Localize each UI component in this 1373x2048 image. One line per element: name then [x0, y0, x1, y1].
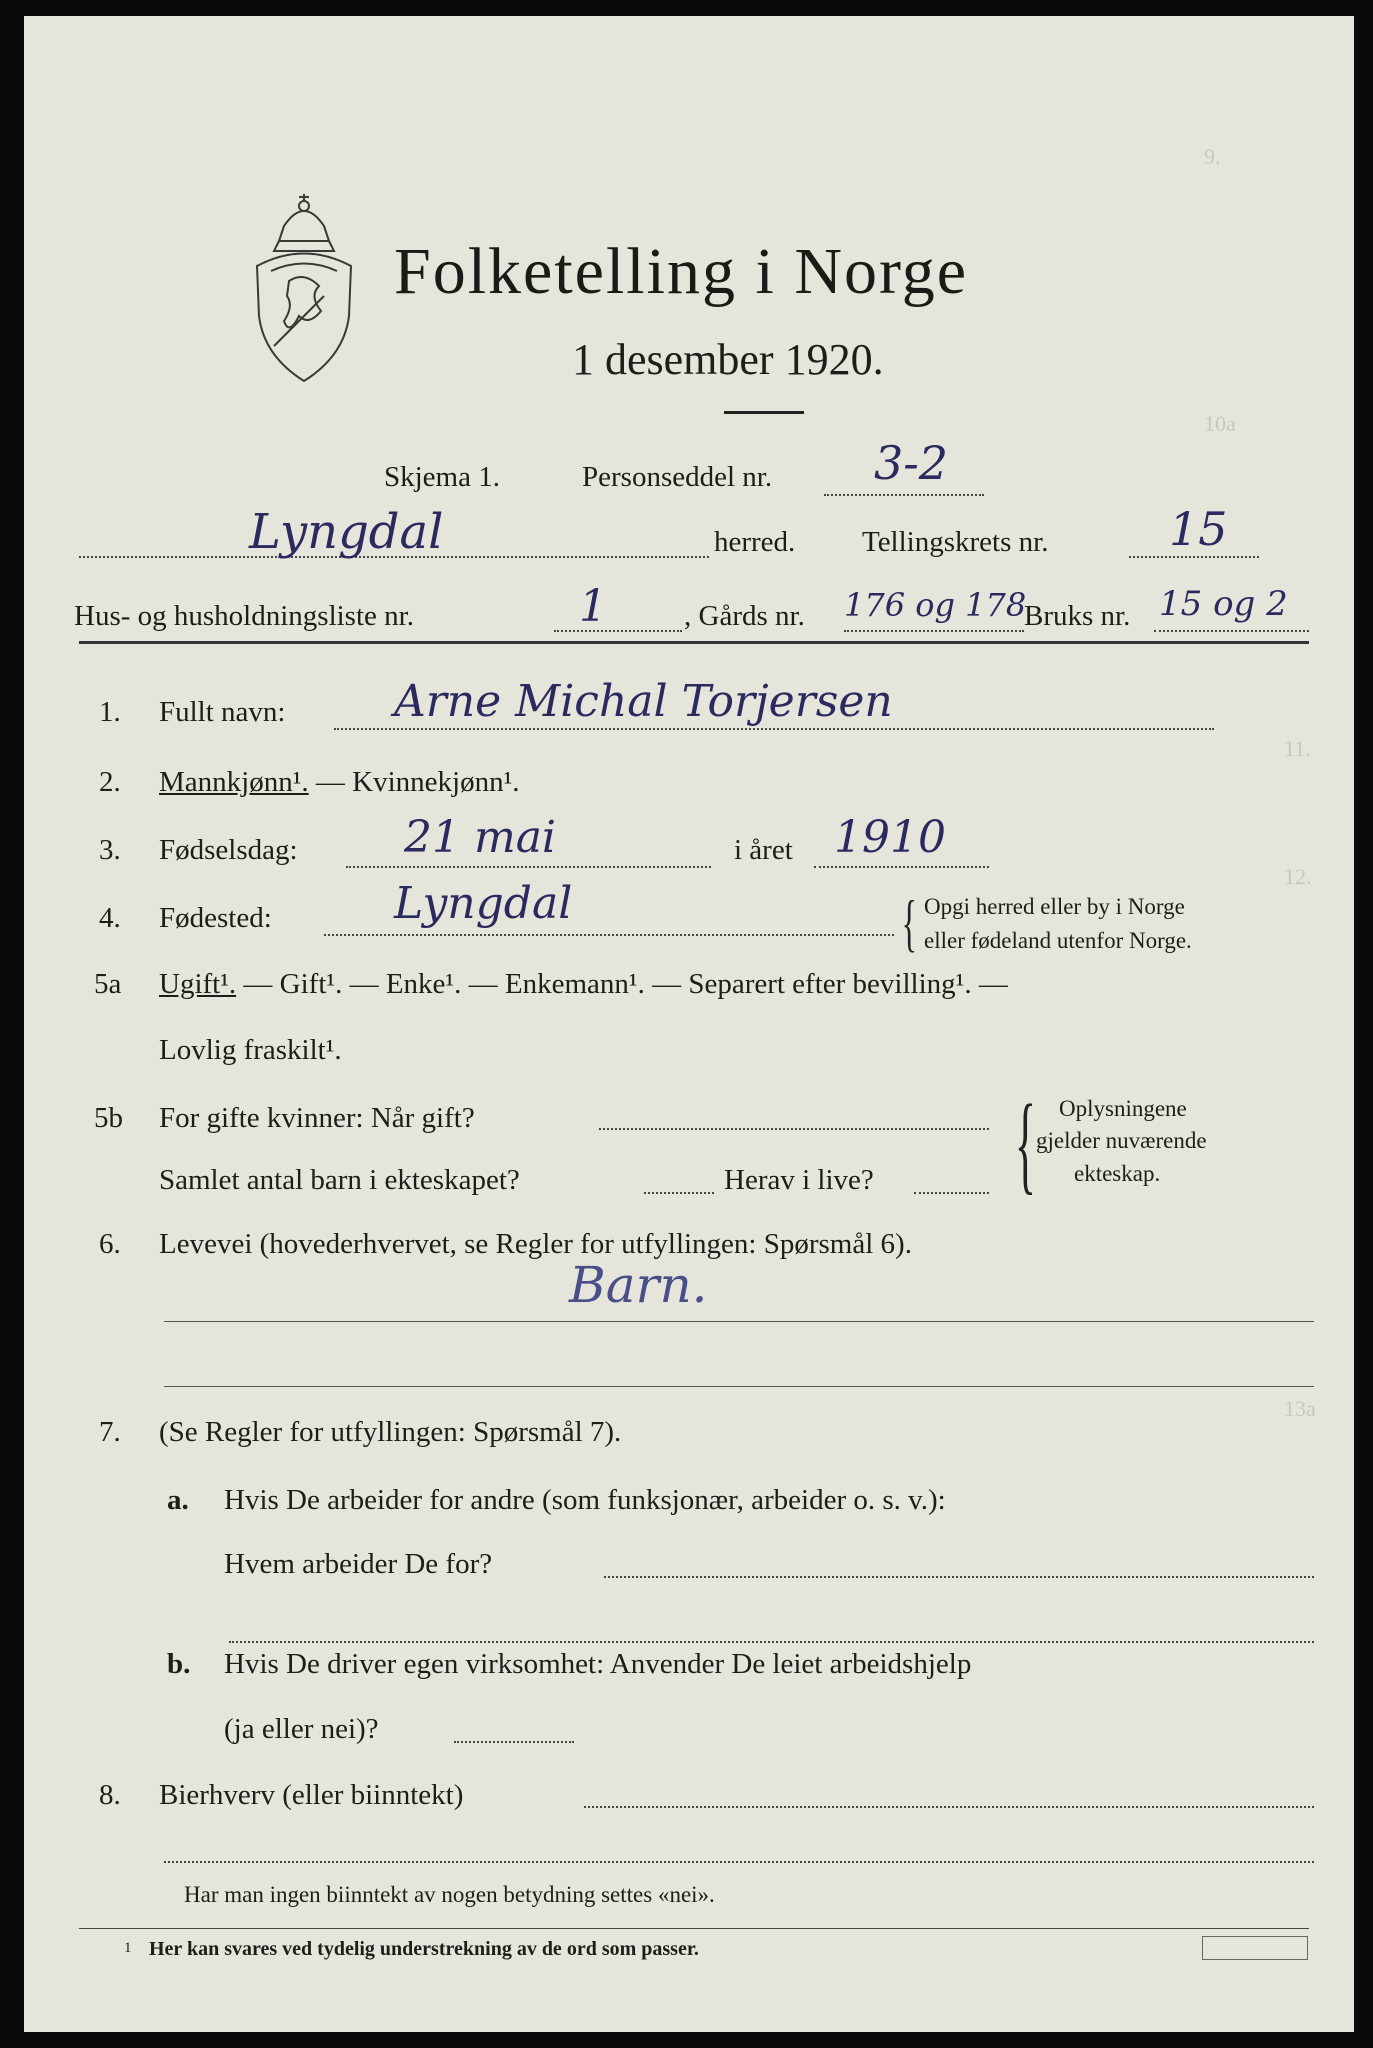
q5b-brace: { — [1014, 1082, 1036, 1204]
q5b-children-line — [644, 1192, 714, 1194]
herred-value: Lyngdal — [249, 504, 444, 560]
husliste-label: Hus- og husholdningsliste nr. — [74, 600, 414, 632]
q2-number: 2. — [99, 766, 121, 798]
q8-line1 — [584, 1806, 1314, 1808]
bleed-through-text: 13a — [1284, 1396, 1316, 1421]
bleed-through-text: 10a — [1204, 411, 1236, 436]
q8-label: Bierhverv (eller biinntekt) — [159, 1779, 464, 1811]
q3-line — [346, 866, 711, 868]
q5a-status-line — [159, 968, 1008, 1001]
status-other-options: — Gift¹. — Enke¹. — Enkemann¹. — Separert efter bevilling¹. — — [236, 968, 1008, 1000]
sex-female-option: Kvinnekjønn¹. — [352, 766, 520, 798]
q6-line2 — [164, 1386, 1314, 1387]
footnote-text: Her kan svares ved tydelig understrekning av de ord som passer. — [149, 1938, 699, 1960]
herred-label: herred. — [714, 526, 796, 558]
q5b-note2: gjelder nuværende — [1036, 1128, 1207, 1153]
q8-note: Har man ingen biinntekt av nogen betydning settes «nei». — [184, 1882, 715, 1907]
footnote-divider — [79, 1928, 1309, 1929]
q3-label: Fødselsdag: — [159, 834, 298, 866]
q7b-line — [454, 1741, 574, 1743]
q5b-number: 5b — [94, 1102, 123, 1134]
q5b-alive-label: Herav i live? — [724, 1164, 874, 1196]
personseddel-value: 3-2 — [874, 436, 949, 490]
occupation-value: Barn. — [569, 1256, 708, 1314]
q6-line1 — [164, 1321, 1314, 1322]
birth-year-value: 1910 — [834, 812, 946, 863]
q7a-letter: a. — [167, 1484, 189, 1516]
birthplace-value: Lyngdal — [394, 878, 573, 929]
q3-year-line — [814, 866, 989, 868]
q5b-children-label: Samlet antal barn i ekteskapet? — [159, 1164, 520, 1196]
tellingskrets-label: Tellingskrets nr. — [862, 526, 1049, 558]
coat-of-arms-icon — [249, 186, 359, 386]
q5a-number: 5a — [94, 968, 122, 1000]
header-divider — [79, 641, 1309, 644]
printer-stamp — [1202, 1936, 1308, 1960]
husliste-value: 1 — [579, 581, 607, 632]
q5b-note3: ekteskap. — [1074, 1161, 1161, 1186]
q1-line — [334, 728, 1214, 730]
bruks-label: Bruks nr. — [1024, 600, 1131, 632]
q4-brace: { — [901, 887, 918, 958]
q4-label: Fødested: — [159, 902, 272, 934]
full-name-value: Arne Michal Torjersen — [394, 676, 893, 727]
q1-number: 1. — [99, 696, 121, 728]
q5b-married-label: For gifte kvinner: Når gift? — [159, 1102, 475, 1134]
tellingskrets-line — [1129, 556, 1259, 558]
tellingskrets-value: 15 — [1169, 502, 1228, 556]
q3-year-label: i året — [734, 834, 793, 866]
q7b-text: Hvis De driver egen virksomhet: Anvender De leiet arbeidshjelp — [224, 1648, 972, 1680]
gards-value: 176 og 178 — [844, 586, 1027, 624]
personseddel-line — [824, 494, 984, 496]
bruks-value: 15 og 2 — [1159, 584, 1288, 624]
sex-separator: — — [308, 766, 353, 798]
q4-note-line2: eller fødeland utenfor Norge. — [924, 928, 1192, 953]
q8-line2 — [164, 1861, 1314, 1863]
q4-note-line1: Opgi herred eller by i Norge — [924, 894, 1185, 919]
personseddel-label: Personseddel nr. — [582, 461, 773, 493]
bleed-through-text: 9. — [1204, 144, 1221, 169]
footnote-mark: 1 — [124, 1940, 132, 1956]
q7a-line2 — [229, 1641, 1314, 1643]
q1-label: Fullt navn: — [159, 696, 286, 728]
sex-male-option: Mannkjønn¹. — [159, 766, 309, 798]
q5a-line2: Lovlig fraskilt¹. — [159, 1034, 342, 1066]
q7-number: 7. — [99, 1416, 121, 1448]
q7a-line1 — [604, 1576, 1314, 1578]
bleed-through-text: 12. — [1284, 864, 1312, 889]
q7b-sub-label: (ja eller nei)? — [224, 1713, 379, 1745]
title-rule — [724, 411, 804, 414]
bruks-line — [1154, 630, 1309, 632]
bleed-through-text: 11. — [1284, 736, 1311, 761]
gards-label: , Gårds nr. — [684, 600, 805, 632]
q7b-letter: b. — [167, 1648, 191, 1680]
q4-line — [324, 934, 894, 936]
q6-label: Levevei (hovederhvervet, se Regler for utfyllingen: Spørsmål 6). — [159, 1228, 912, 1260]
form-title: Folketelling i Norge — [394, 235, 969, 308]
q5b-note1: Oplysningene — [1059, 1096, 1187, 1121]
birth-day-value: 21 mai — [404, 812, 557, 863]
q8-number: 8. — [99, 1779, 121, 1811]
skjema-label: Skjema 1. — [384, 461, 500, 493]
q3-number: 3. — [99, 834, 121, 866]
q6-number: 6. — [99, 1228, 121, 1260]
q5b-alive-line — [914, 1192, 989, 1194]
gards-line — [844, 630, 1024, 632]
q4-number: 4. — [99, 902, 121, 934]
q7a-sub-label: Hvem arbeider De for? — [224, 1548, 493, 1580]
q7-label: (Se Regler for utfyllingen: Spørsmål 7). — [159, 1416, 622, 1448]
husliste-line — [554, 630, 682, 632]
q5b-married-line — [599, 1128, 989, 1130]
q2-sex-line — [159, 766, 520, 799]
census-date: 1 desember 1920. — [572, 335, 884, 384]
q7a-text: Hvis De arbeider for andre (som funksjonær, arbeider o. s. v.): — [224, 1484, 946, 1516]
census-form — [24, 16, 1354, 2032]
status-unmarried-option: Ugift¹. — [159, 968, 237, 1000]
